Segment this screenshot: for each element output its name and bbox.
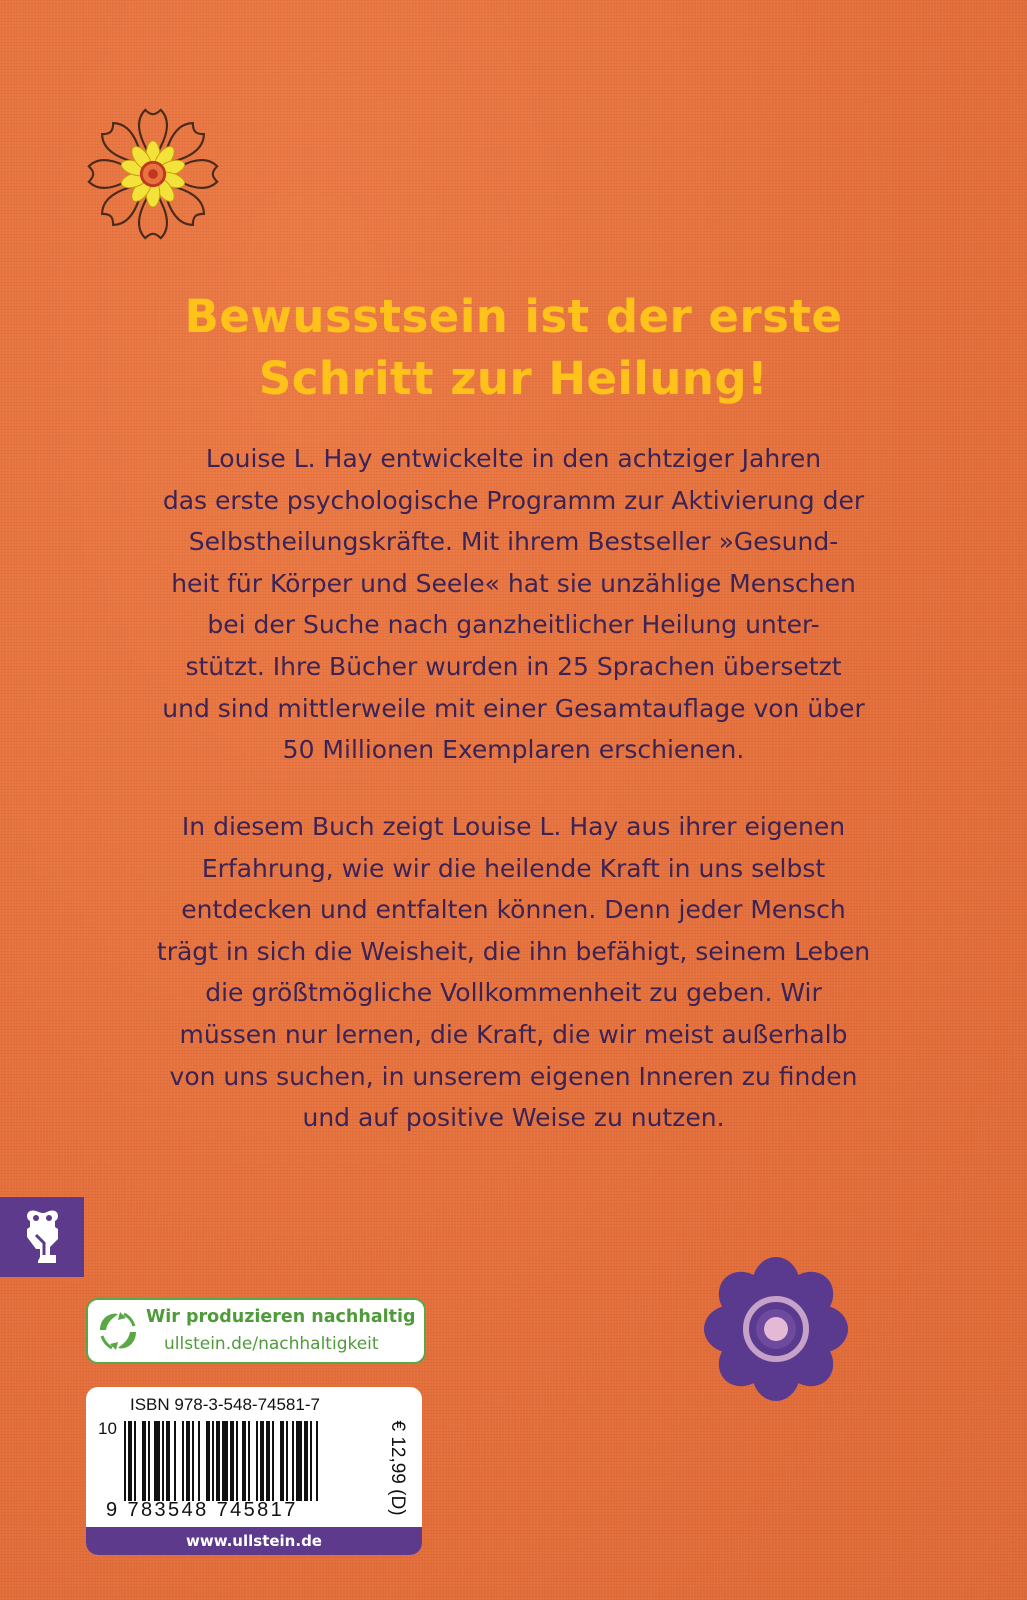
text-line: Erfahrung, wie wir die heilende Kraft in uns selbst <box>201 853 826 883</box>
headline <box>0 286 1027 410</box>
sustainability-link[interactable]: ullstein.de/nachhaltigkeit <box>164 1334 379 1354</box>
headline-line-1: Bewusstsein ist der erste <box>184 290 843 343</box>
text-line: 50 Millionen Exemplaren erschienen. <box>282 735 745 765</box>
text-line: entdecken und entfalten können. Denn jeder Mensch <box>181 895 846 925</box>
flower-outline-icon <box>80 104 226 244</box>
text-line: bei der Suche nach ganzheitlicher Heilung unter- <box>207 610 820 640</box>
barcode-digits: 9 783548 745817 <box>106 1499 298 1521</box>
recycle-leaf-icon <box>94 1308 142 1354</box>
price-code: 10 <box>98 1419 117 1438</box>
barcode-box <box>86 1387 422 1555</box>
body-paragraph-2 <box>0 806 1027 1139</box>
purple-flower-icon <box>698 1255 854 1403</box>
body-paragraph-1 <box>0 438 1027 771</box>
text-line: heit für Körper und Seele« hat sie unzählige Menschen <box>171 568 856 598</box>
text-line: müssen nur lernen, die Kraft, die wir meist außerhalb <box>179 1019 848 1049</box>
text-line: In diesem Buch zeigt Louise L. Hay aus ihrer eigenen <box>181 812 846 841</box>
text-line: und auf positive Weise zu nutzen. <box>302 1103 725 1133</box>
price-label <box>382 1413 412 1523</box>
price-text: € 12,99 (D) <box>387 1420 408 1516</box>
text-line: von uns suchen, in unserem eigenen Inneren zu finden <box>169 1061 858 1091</box>
barcode-bars <box>124 1421 380 1501</box>
website-link[interactable]: www.ullstein.de <box>86 1527 422 1555</box>
sustainability-badge <box>86 1298 426 1364</box>
text-line: Selbstheilungskräfte. Mit ihrem Bestseller »Gesund- <box>188 527 839 557</box>
text-line: die größtmögliche Vollkommenheit zu geben. Wir <box>205 978 822 1008</box>
sustainability-title: Wir produzieren nachhaltig <box>146 1307 416 1327</box>
text-line: das erste psychologische Programm zur Aktivierung der <box>162 485 865 515</box>
text-line: und sind mittlerweile mit einer Gesamtauflage von über <box>162 693 865 723</box>
isbn-text: ISBN 978-3-548-74581-7 <box>130 1395 320 1414</box>
ullstein-owl-logo-icon <box>0 1197 84 1277</box>
headline-line-2: Schritt zur Heilung! <box>258 352 769 405</box>
text-line: Louise L. Hay entwickelte in den achtziger Jahren <box>205 444 822 473</box>
text-line: trägt in sich die Weisheit, die ihn befähigt, seinem Leben <box>156 936 871 966</box>
text-line: stützt. Ihre Bücher wurden in 25 Sprachen übersetzt <box>185 651 842 681</box>
